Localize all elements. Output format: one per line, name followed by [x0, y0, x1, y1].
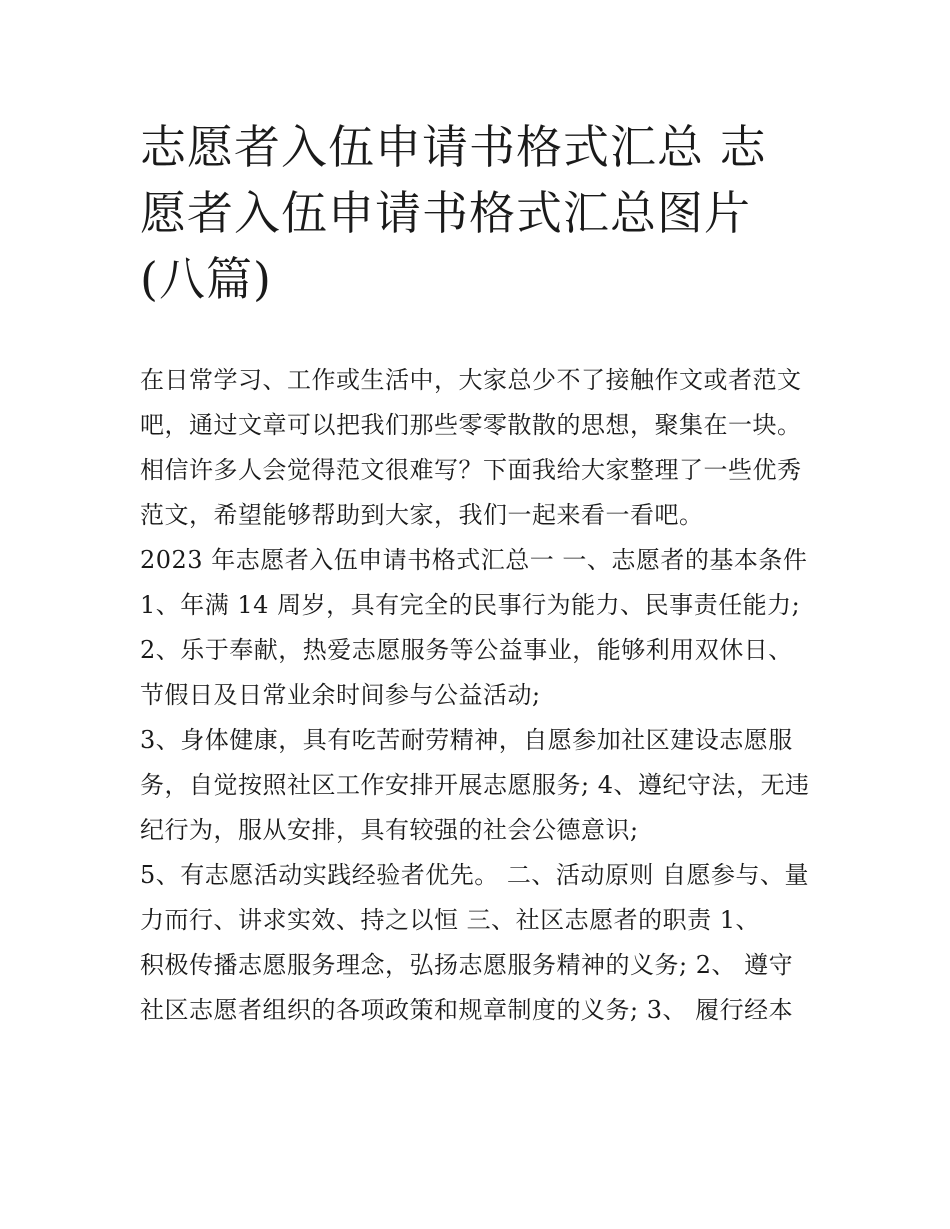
body-line: 相信许多人会觉得范文很难写？下面我给大家整理了一些优秀 — [140, 456, 802, 484]
title-line: 志愿者入伍申请书格式汇总 志 — [140, 120, 767, 174]
body-line: 力而行、讲求实效、持之以恒 三、社区志愿者的职责 1、 — [140, 906, 761, 934]
body-line: 务，自觉按照社区工作安排开展志愿服务; 4、遵纪守法，无违 — [140, 771, 810, 799]
document-title — [140, 114, 820, 312]
body-line: 在日常学习、工作或生活中，大家总少不了接触作文或者范文 — [140, 366, 802, 394]
body-line: 范文，希望能够帮助到大家，我们一起来看一看吧。 — [140, 501, 704, 529]
body-line: 积极传播志愿服务理念，弘扬志愿服务精神的义务; 2、 遵守 — [140, 951, 794, 979]
body-line: 吧，通过文章可以把我们那些零零散散的思想，聚集在一块。 — [140, 411, 802, 439]
body-line: 2023 年志愿者入伍申请书格式汇总一 一、志愿者的基本条件 — [140, 546, 808, 574]
body-line: 2、乐于奉献，热爱志愿服务等公益事业，能够利用双休日、 — [140, 636, 793, 664]
body-line: 1、年满 14 周岁，具有完全的民事行为能力、民事责任能力; — [140, 591, 801, 619]
document-body — [140, 358, 820, 1033]
body-line: 社区志愿者组织的各项政策和规章制度的义务; 3、 履行经本 — [140, 996, 794, 1024]
body-line: 节假日及日常业余时间参与公益活动; — [140, 681, 541, 709]
title-line: (八篇) — [140, 252, 272, 306]
body-line: 5、有志愿活动实践经验者优先。 二、活动原则 自愿参与、量 — [140, 861, 810, 889]
body-line: 纪行为，服从安排，具有较强的社会公德意识; — [140, 816, 639, 844]
body-line: 3、身体健康，具有吃苦耐劳精神，自愿参加社区建设志愿服 — [140, 726, 793, 754]
title-line: 愿者入伍申请书格式汇总图片 — [140, 186, 751, 240]
